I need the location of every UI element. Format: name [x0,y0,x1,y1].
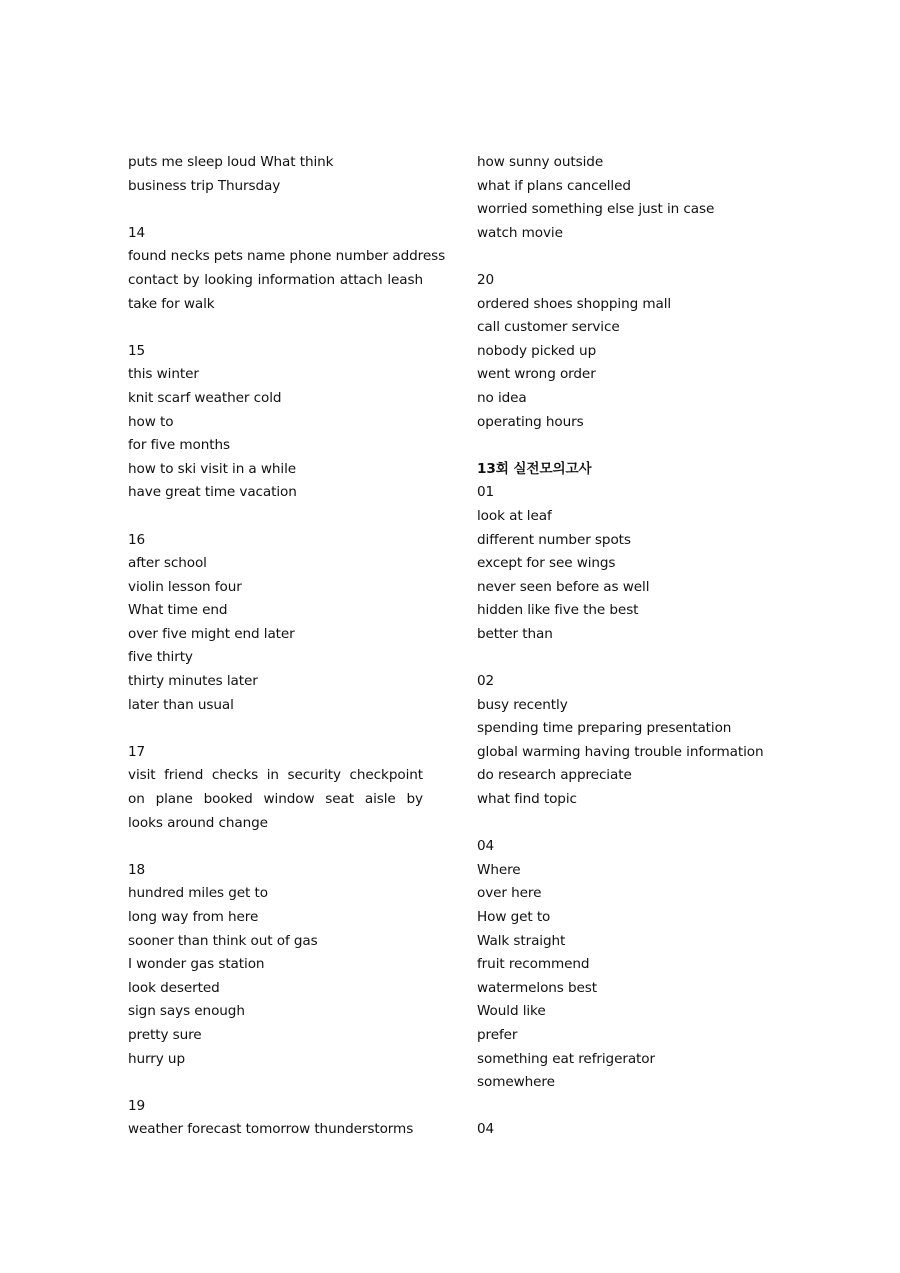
text-line: violin lesson four [128,578,242,595]
blank-line [128,316,423,340]
text-line: never seen before as well [477,578,650,595]
text-line: what if plans cancelled [477,177,631,194]
text-line: hurry up [128,1050,185,1067]
text-line: better than [477,625,553,642]
left-column [128,151,446,1142]
blank-line [477,434,777,458]
item-number: 16 [128,531,146,548]
item-number: 04 [477,1121,495,1138]
item-number: 02 [477,673,495,690]
text-line: hundred miles get to [128,885,268,902]
blank-line [128,198,423,222]
text-line: long way from here [128,909,259,925]
text-line: call customer service [477,319,620,336]
item-number: 19 [128,1097,146,1114]
text-line: no idea [477,389,527,406]
text-line: prefer [477,1026,518,1043]
text-line: how to [128,413,174,430]
text-line: on plane booked window seat aisle by [128,791,423,808]
text-line: contact by looking information attach leash [128,271,423,288]
text-line: different number spots [477,531,631,548]
text-line: later than usual [128,696,234,713]
blank-line [128,505,423,529]
text-line: somewhere [477,1074,555,1091]
text-line: five thirty [128,649,193,666]
item-number: 15 [128,342,146,359]
blank-line [477,1095,777,1119]
text-line: found necks pets name phone number address [128,248,446,265]
text-line: operating hours [477,413,584,430]
text-line: How get to [477,909,551,925]
text-line: I wonder gas station [128,956,265,973]
text-line: how to ski visit in a while [128,460,297,477]
text-line: knit scarf weather cold [128,389,282,406]
item-number: 17 [128,743,146,760]
blank-line [128,717,423,741]
text-line: busy recently [477,696,568,713]
right-column [477,151,777,1142]
text-line: nobody picked up [477,342,597,359]
blank-line [128,1071,423,1095]
text-line: except for see wings [477,555,616,572]
text-line: do research appreciate [477,767,632,784]
text-line: went wrong order [477,366,596,383]
blank-line [128,835,423,859]
text-line: hidden like five the best [477,602,639,619]
text-line: what find topic [477,791,577,808]
text-line: how sunny outside [477,154,604,170]
blank-line [477,812,777,836]
text-line: Would like [477,1003,546,1020]
section-heading: 13회 실전모의고사 [477,460,592,477]
item-number: 04 [477,838,495,855]
text-line: have great time vacation [128,484,297,501]
text-line: sign says enough [128,1003,245,1020]
text-line: watermelons best [477,979,598,996]
text-line: spending time preparing presentation [477,720,732,737]
text-line: What time end [128,602,228,619]
text-line: thirty minutes later [128,673,258,690]
item-number: 18 [128,861,146,878]
text-line: ordered shoes shopping mall [477,295,672,312]
text-line: global warming having trouble information [477,743,764,760]
text-line: business trip Thursday [128,177,281,194]
text-line: take for walk [128,295,215,312]
text-line: visit friend checks in security checkpoint [128,767,423,784]
blank-line [477,245,777,269]
text-line: pretty sure [128,1026,202,1043]
item-number: 20 [477,271,495,288]
text-line: this winter [128,366,199,383]
text-line: looks around change [128,814,268,831]
text-line: look deserted [128,979,220,996]
text-line: puts me sleep loud What think [128,154,334,170]
text-line: for five months [128,437,231,454]
item-number: 01 [477,484,495,501]
text-line: look at leaf [477,507,552,524]
text-line: watch movie [477,224,563,241]
text-line: Where [477,861,521,878]
blank-line [477,646,777,670]
text-line: worried something else just in case [477,201,715,218]
text-line: fruit recommend [477,956,590,973]
text-line: Walk straight [477,932,566,949]
text-line: over five might end later [128,625,295,642]
text-line: weather forecast tomorrow thunderstorms [128,1121,414,1138]
text-line: after school [128,555,207,572]
text-line: over here [477,885,542,902]
item-number: 14 [128,224,146,241]
text-line: sooner than think out of gas [128,932,318,949]
text-line: something eat refrigerator [477,1050,655,1067]
